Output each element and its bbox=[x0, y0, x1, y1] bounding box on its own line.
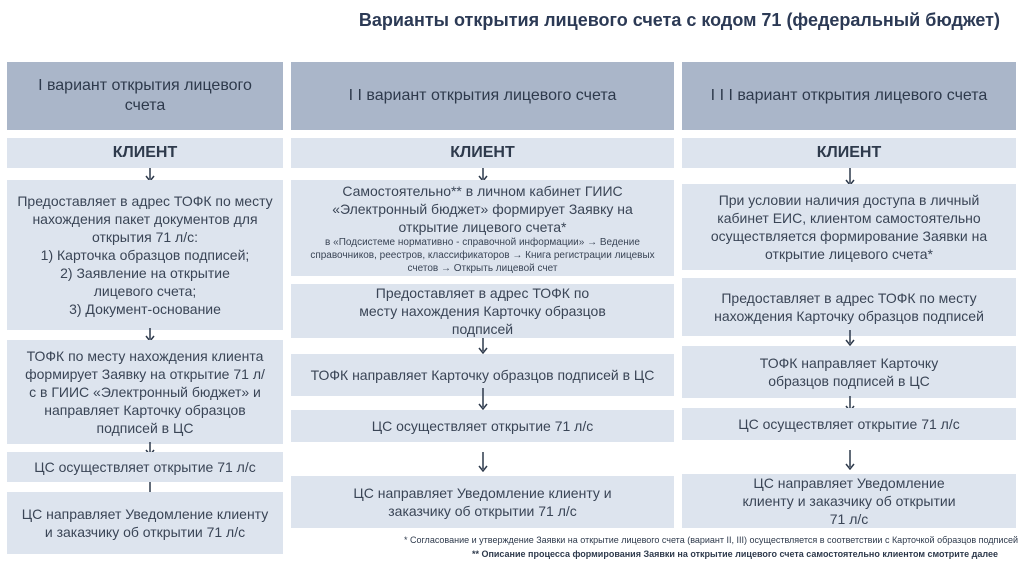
column-2-step-2 bbox=[291, 284, 674, 338]
column-1-step-2-text: ТОФК по месту нахождения клиента формирует Заявку на открытие 71 л/с в ГИИС «Электронный бюджет» и направляет Карточку образцов подписей в ЦС bbox=[25, 348, 265, 436]
column-3-step-1 bbox=[682, 184, 1016, 270]
column-3-step-2 bbox=[682, 278, 1016, 336]
column-1-step-1-list bbox=[13, 246, 277, 318]
column-3-step-1-text: При условии наличия доступа в личный кабинет ЕИС, клиентом самостоятельно осуществляется формирование Заявки на открытие лицевого счета* bbox=[710, 192, 988, 262]
footnote-2: ** Описание процесса формирования Заявки на открытие лицевого счета самостоятельно клиентом смотрите далее bbox=[471, 549, 998, 559]
arrow-down-icon bbox=[843, 450, 857, 470]
column-2-step-5 bbox=[291, 476, 674, 528]
column-1-step-1 bbox=[7, 180, 283, 330]
column-2-step-3-text: ТОФК направляет Карточку образцов подписей в ЦС bbox=[310, 367, 655, 383]
column-2-header bbox=[291, 62, 674, 130]
column-2-step-4-text: ЦС осуществляет открытие 71 л/с bbox=[371, 418, 594, 434]
column-1-step-3-text: ЦС осуществляет открытие 71 л/с bbox=[34, 459, 256, 475]
arrow-down-icon bbox=[476, 452, 490, 472]
column-1-step-4 bbox=[7, 492, 283, 554]
column-2-step-1-path: в «Подсистеме нормативно - справочной информации» → Ведение справочников, реестров, классификаторов → Книга регистрации лицевых счетов → Открыть лицевой счет bbox=[310, 236, 655, 274]
column-2-step-2-text: Предоставляет в адрес ТОФК по месту нахождения Карточку образцов подписей bbox=[359, 285, 606, 337]
page-title: Варианты открытия лицевого счета с кодом 71 (федеральный бюджет) bbox=[358, 10, 1000, 30]
column-2-step-1 bbox=[291, 180, 674, 276]
column-2-step-5-text: ЦС направляет Уведомление клиенту и заказчику об открытии 71 л/с bbox=[353, 485, 612, 519]
column-1-step-1-text: Предоставляет в адрес ТОФК по месту нахождения пакет документов для открытия 71 л/с: bbox=[17, 193, 273, 245]
column-3-step-4 bbox=[682, 408, 1016, 440]
column-1-client: КЛИЕНТ bbox=[7, 138, 283, 168]
column-1-step-3 bbox=[7, 452, 283, 482]
arrow-down-icon bbox=[843, 330, 857, 346]
column-2-step-4 bbox=[291, 410, 674, 442]
list-item: 3) Документ-основание bbox=[69, 301, 221, 317]
column-3-step-5 bbox=[682, 474, 1016, 528]
arrow-down-icon bbox=[476, 338, 490, 354]
column-3-step-3-text: ТОФК направляет Карточку образцов подписей в ЦС bbox=[759, 355, 939, 389]
arrow-down-icon bbox=[476, 388, 490, 410]
column-3-step-3 bbox=[682, 346, 1016, 398]
list-item: 1) Карточка образцов подписей; bbox=[40, 247, 250, 263]
column-2-header-label: I I вариант открытия лицевого счета bbox=[348, 87, 617, 104]
column-3-header bbox=[682, 62, 1016, 130]
column-3-step-4-text: ЦС осуществляет открытие 71 л/с bbox=[738, 416, 960, 432]
column-2-client: КЛИЕНТ bbox=[291, 138, 674, 168]
column-1-step-2 bbox=[7, 340, 283, 444]
footnote-1: * Согласование и утверждение Заявки на открытие лицевого счета (вариант II, III) осуществляется в соответствии с Карточкой образцов подписей bbox=[403, 535, 1018, 545]
column-3-step-5-text: ЦС направляет Уведомление клиенту и заказчику об открытии 71 л/с bbox=[742, 475, 956, 527]
column-3-client: КЛИЕНТ bbox=[682, 138, 1016, 168]
column-3-header-label: I I I вариант открытия лицевого счета bbox=[710, 87, 988, 104]
list-item: 2) Заявление на открытие лицевого счета; bbox=[60, 265, 230, 299]
column-1-header bbox=[7, 62, 283, 130]
column-1-step-4-text: ЦС направляет Уведомление клиенту и заказчику об открытии 71 л/с bbox=[21, 506, 269, 540]
column-3-step-2-text: Предоставляет в адрес ТОФК по месту нахождения Карточку образцов подписей bbox=[714, 290, 984, 324]
column-2-step-1-text: Самостоятельно** в личном кабинет ГИИС «Электронный бюджет» формирует Заявку на открытие лицевого счета* bbox=[332, 182, 633, 235]
column-1-header-label: I вариант открытия лицевого счета bbox=[38, 77, 252, 114]
